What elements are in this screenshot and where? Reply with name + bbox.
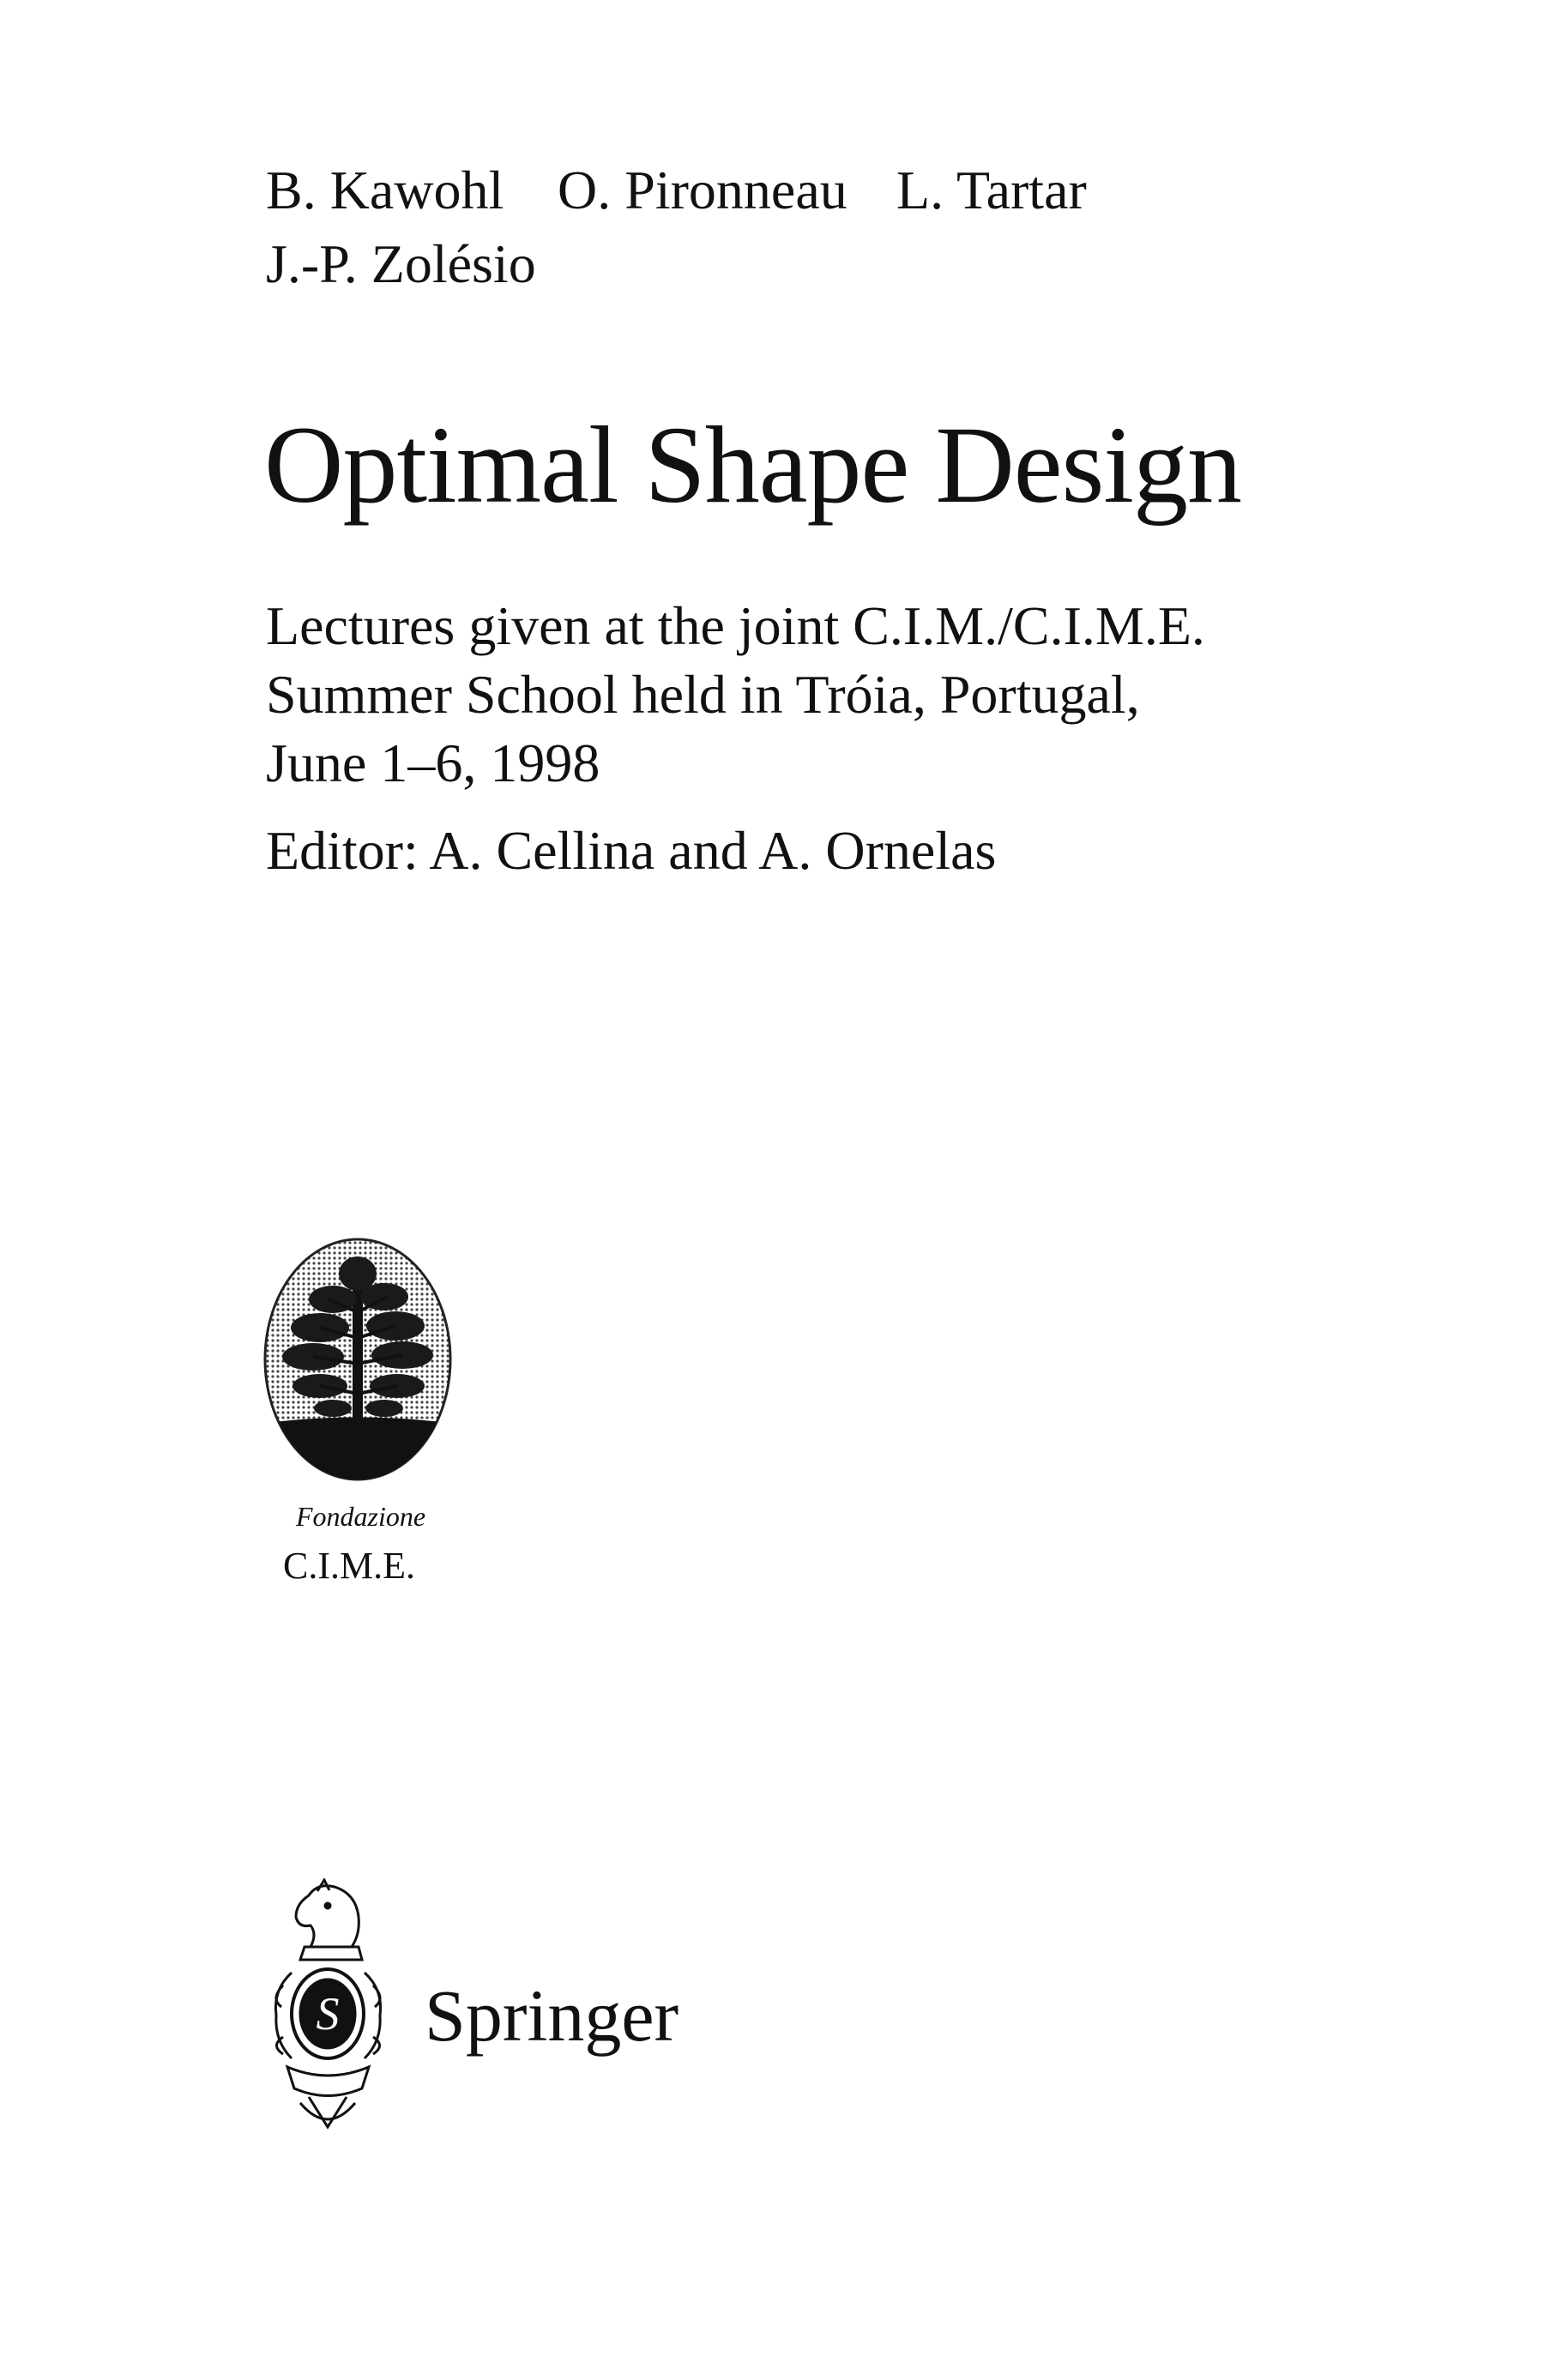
tree-in-oval-icon [260, 1235, 455, 1492]
subtitle-block [266, 592, 1205, 798]
author-pironneau: O. Pironneau [558, 160, 847, 220]
publisher-name: Springer [425, 1974, 679, 2057]
author-zolesio: J.-P. Zolésio [266, 233, 536, 294]
author-kawohl: B. Kawohl [266, 160, 504, 220]
svg-text:S: S [316, 1988, 340, 2040]
cime-label: C.I.M.E. [283, 1545, 415, 1587]
authors-line-1 [266, 160, 1087, 220]
fondazione-label: Fondazione [296, 1501, 426, 1532]
authors-block [266, 160, 1087, 294]
author-tartar: L. Tartar [896, 160, 1087, 220]
editor-line: Editor: A. Cellina and A. Ornelas [266, 820, 997, 881]
subtitle-line: Summer School held in Tróia, Portugal, [266, 664, 1140, 725]
subtitle-line: Lectures given at the joint C.I.M./C.I.M.E. [266, 595, 1205, 656]
subtitle-line: June 1–6, 1998 [266, 732, 600, 793]
springer-knight-icon [257, 1878, 399, 2136]
book-title: Optimal Shape Design [264, 404, 1241, 526]
